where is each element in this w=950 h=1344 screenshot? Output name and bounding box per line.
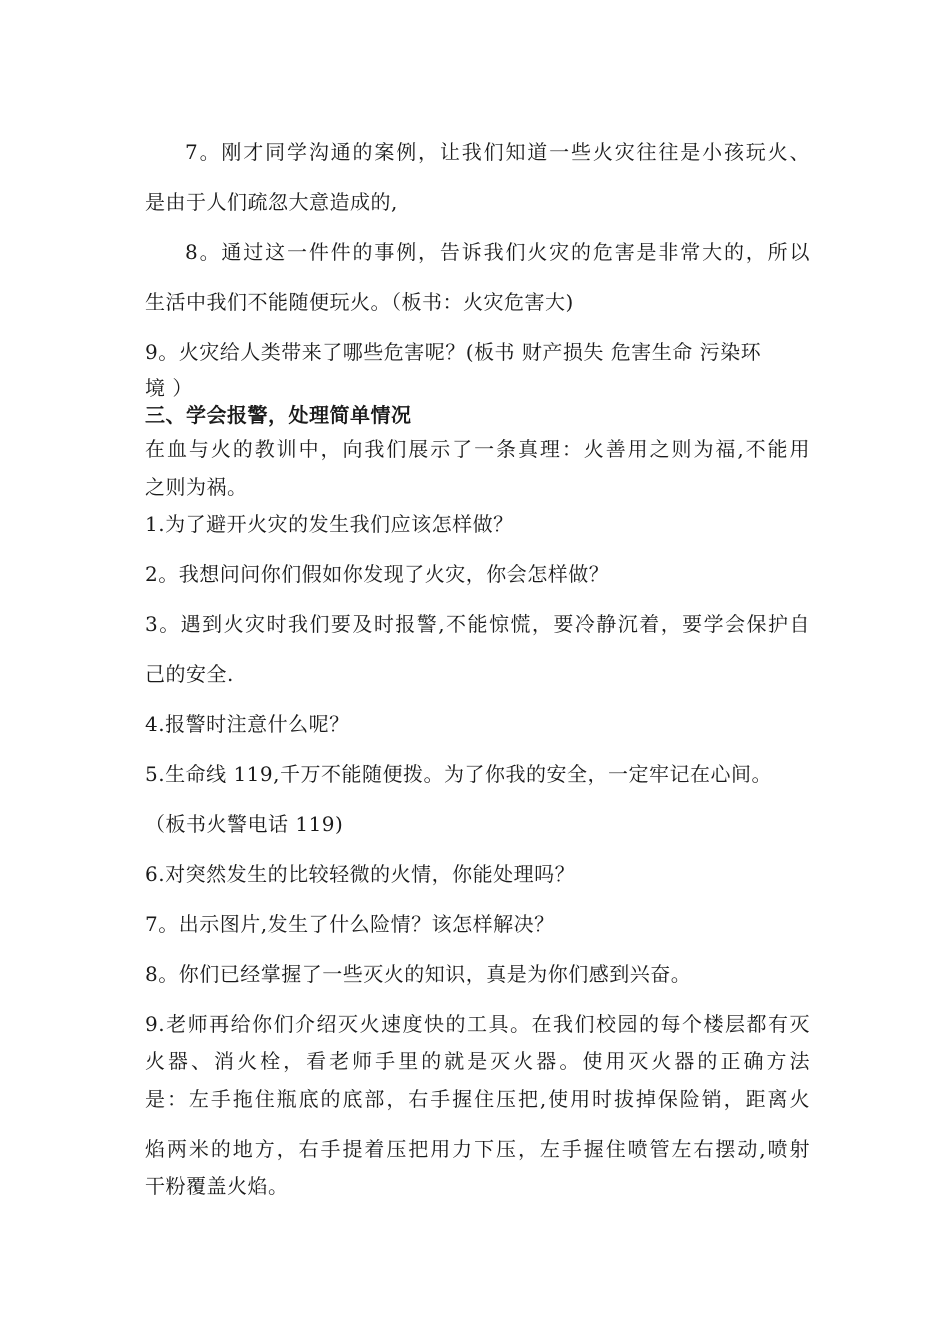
paragraph-line: 2。我想问问你们假如你发现了火灾，你会怎样做？ (145, 562, 610, 586)
paragraph-line: 5.生命线 119,千万不能随便拨。为了你我的安全，一定牢记在心间。 (145, 762, 772, 786)
paragraph-line: 之则为祸。 (145, 475, 248, 499)
paragraph-line: 8。通过这一件件的事例，告诉我们火灾的危害是非常大的，所以 (185, 240, 810, 264)
paragraph-line: 火器、消火栓，看老师手里的就是灭火器。使用灭火器的正确方法 (145, 1049, 810, 1073)
paragraph-line: 8。你们已经掌握了一些灭火的知识，真是为你们感到兴奋。 (145, 962, 692, 986)
paragraph-line: 己的安全. (145, 662, 234, 686)
paragraph-line: 生活中我们不能随便玩火。（板书：火灾危害大) (145, 290, 574, 314)
paragraph-line: 在血与火的教训中，向我们展示了一条真理：火善用之则为福,不能用 (145, 437, 810, 461)
paragraph-line: 境 ） (145, 376, 193, 400)
paragraph-line: 干粉覆盖火焰。 (145, 1174, 289, 1198)
paragraph-line: 1.为了避开火灾的发生我们应该怎样做？ (145, 512, 514, 536)
paragraph-line: （板书火警电话 119) (145, 812, 344, 836)
paragraph-line: 9。火灾给人类带来了哪些危害呢？(板书 财产损失 危害生命 污染环 (145, 340, 762, 364)
section-heading: 三、学会报警，处理简单情况 (145, 403, 412, 427)
paragraph-line: 是由于人们疏忽大意造成的, (145, 190, 398, 214)
paragraph-line: 4.报警时注意什么呢？ (145, 712, 350, 736)
paragraph-line: 7。出示图片,发生了什么险情？该怎样解决？ (145, 912, 555, 936)
paragraph-line: 是：左手拖住瓶底的底部，右手握住压把,使用时拔掉保险销，距离火 (145, 1087, 810, 1111)
paragraph-line: 9.老师再给你们介绍灭火速度快的工具。在我们校园的每个楼层都有灭 (145, 1012, 810, 1036)
paragraph-line: 焰两米的地方，右手提着压把用力下压，左手握住喷管左右摆动,喷射 (145, 1137, 810, 1161)
paragraph-line: 7。刚才同学沟通的案例，让我们知道一些火灾往往是小孩玩火、 (185, 140, 810, 164)
paragraph-line: 6.对突然发生的比较轻微的火情，你能处理吗？ (145, 862, 576, 886)
paragraph-line: 3。遇到火灾时我们要及时报警,不能惊慌，要冷静沉着，要学会保护自 (145, 612, 810, 636)
